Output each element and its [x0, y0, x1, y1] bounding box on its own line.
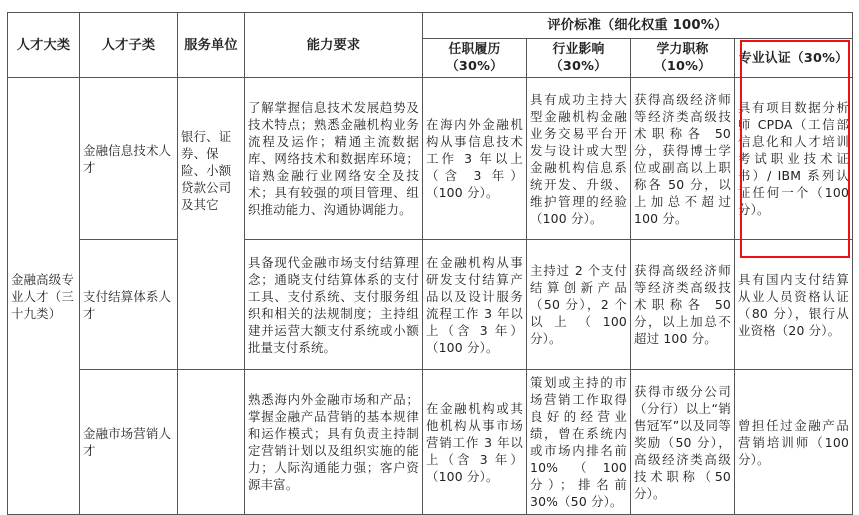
ability-cell: 熟悉海内外金融市场和产品；掌握金融产品营销的基本规律和运作模式；具有负责主持制定营销计划以及组织实施的能力；人际沟通能力强；客户资源丰富。 — [245, 370, 423, 515]
header-certification: 专业认证（30%） — [735, 39, 853, 78]
subcategory-cell: 支付结算体系人才 — [80, 240, 178, 370]
ability-cell: 了解掌握信息技术发展趋势及技术特点；熟悉金融机构业务流程及运作；精通主流数据库、网络技术和数据库环境；谙熟金融行业网络安全及技术；具有较强的项目管理、组织推动能力、沟通协调能力。 — [245, 78, 423, 240]
influence-cell: 具有成功主持大型金融机构金融业务交易平台开发与设计或大型金融机构信息系统开发、升级、维护管理的经验（100 分）。 — [527, 78, 631, 240]
table-row — [8, 370, 853, 515]
subcategory-cell: 金融信息技术人才 — [80, 78, 178, 240]
header-subcategory: 人才子类 — [80, 13, 178, 78]
header-row-1 — [8, 13, 853, 39]
header-education: 学力职称（10%） — [631, 39, 735, 78]
influence-cell: 策划或主持的市场营销工作取得良好的经营业绩，曾在系统内或市场内排名前 10%（100 分）；排名前 30%（50 分）。 — [527, 370, 631, 515]
experience-cell: 在海内外金融机构从事信息技术工作 3 年以上（含 3 年）（100 分）。 — [423, 78, 527, 240]
certification-cell: 具有项目数据分析师 CPDA（工信部信息化和人才培训考试职业技术证书）/ IBM 系列认证任何一个（100 分）。 — [735, 78, 853, 240]
table-row — [8, 240, 853, 370]
certification-cell: 具有国内支付结算从业人员资格认证（80 分），银行从业资格（20 分）。 — [735, 240, 853, 370]
header-category: 人才大类 — [8, 13, 80, 78]
experience-cell: 在金融机构从事研发支付结算产品以及设计服务流程工作 3 年以上（含 3 年）（100 分）。 — [423, 240, 527, 370]
education-cell: 获得高级经济师等经济类高级技术职称各 50 分，以上加总不超过 100 分。 — [631, 240, 735, 370]
header-experience: 任职履历（30%） — [423, 39, 527, 78]
experience-cell: 在金融机构或其他机构从事市场营销工作 3 年以上（含 3 年）（100 分）。 — [423, 370, 527, 515]
influence-cell: 主持过 2 个支付结算创新产品（50 分），2 个以上（100 分）。 — [527, 240, 631, 370]
service-unit-cell: 银行、证券、保险、小额贷款公司及其它 — [178, 78, 245, 370]
header-evaluation: 评价标准（细化权重 100%） — [423, 13, 853, 39]
education-cell: 获得市级分公司（分行）以上“销售冠军”以及同等奖励（50 分），高级经济类高级技术职称（50 分）。 — [631, 370, 735, 515]
header-ability: 能力要求 — [245, 13, 423, 78]
category-cell: 金融高级专业人才（三十九类） — [8, 78, 80, 515]
header-influence: 行业影响（30%） — [527, 39, 631, 78]
table-row — [8, 78, 853, 240]
talent-standards-table — [7, 12, 853, 515]
ability-cell: 具备现代金融市场支付结算理念；通晓支付结算体系的支付工具、支付系统、支付服务组织和相关的法规制度；主持组建并运营大额支付系统或小额批量支付系统。 — [245, 240, 423, 370]
service-unit-empty-cell — [178, 370, 245, 515]
education-cell: 获得高级经济师等经济类高级技术职称各 50 分，获得博士学位或副高以上职称各 50 分，以上加总不超过 100 分。 — [631, 78, 735, 240]
header-service-unit: 服务单位 — [178, 13, 245, 78]
subcategory-cell: 金融市场营销人才 — [80, 370, 178, 515]
certification-cell: 曾担任过金融产品营销培训师（100 分）。 — [735, 370, 853, 515]
